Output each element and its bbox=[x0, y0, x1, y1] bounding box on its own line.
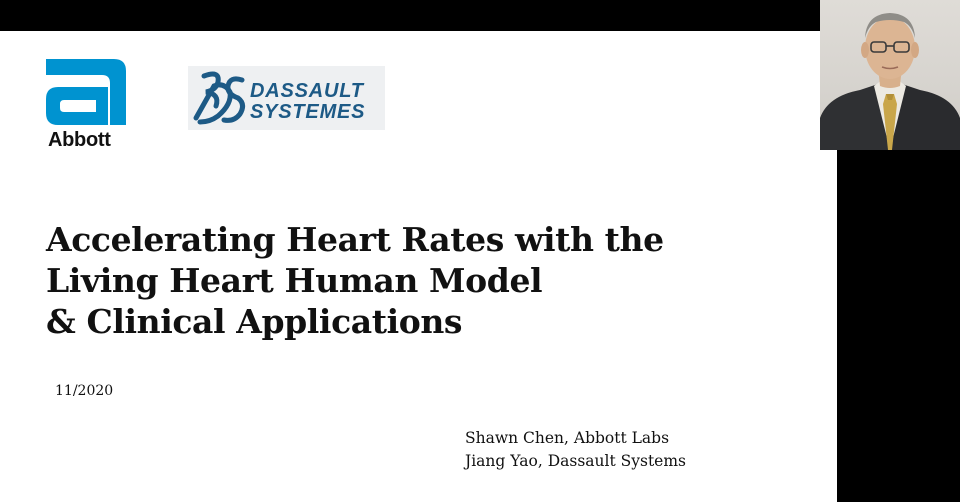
dassault-3ds-icon bbox=[190, 68, 248, 128]
slide-authors bbox=[465, 427, 686, 473]
top-black-bar bbox=[0, 0, 960, 31]
slide-date: 11/2020 bbox=[55, 383, 114, 399]
dassault-wordmark-line1: DASSAULT bbox=[250, 80, 364, 102]
slide-title bbox=[46, 219, 806, 342]
abbott-logo-icon bbox=[46, 59, 126, 125]
dassault-logo bbox=[188, 66, 385, 130]
right-black-panel bbox=[837, 150, 960, 502]
presentation-slide bbox=[0, 31, 837, 502]
presenter-video-icon bbox=[820, 0, 960, 150]
abbott-wordmark: Abbott bbox=[48, 129, 111, 151]
presenter-webcam-video[interactable] bbox=[820, 0, 960, 150]
slide-title-line: & Clinical Applications bbox=[46, 302, 463, 341]
slide-title-line: Accelerating Heart Rates with the bbox=[46, 220, 664, 259]
dassault-wordmark-line2: SYSTEMES bbox=[250, 101, 366, 123]
abbott-logo bbox=[44, 59, 128, 155]
slide-title-line: Living Heart Human Model bbox=[46, 261, 543, 300]
author-line: Jiang Yao, Dassault Systems bbox=[465, 452, 686, 470]
author-line: Shawn Chen, Abbott Labs bbox=[465, 429, 670, 447]
